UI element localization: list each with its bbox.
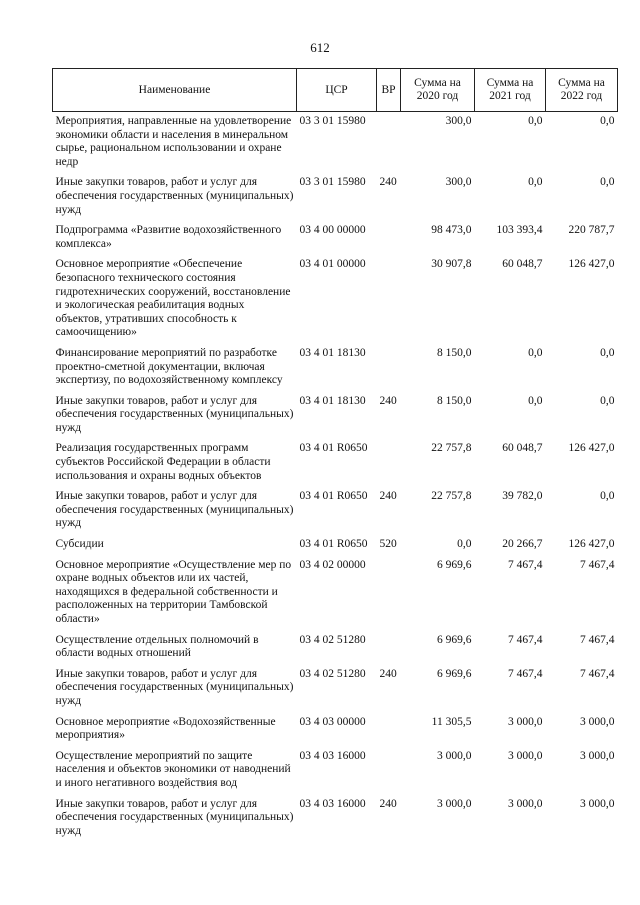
row-name: Иные закупки товаров, работ и услуг для обеспечения государственных (муниципальных) нужд: [55, 394, 294, 434]
row-vr: [377, 634, 401, 668]
row-sum-2021: 20 266,7: [502, 538, 543, 551]
table-row: [53, 798, 618, 846]
row-sum-2022: 0,0: [600, 176, 615, 189]
row-sum-2022: 0,0: [600, 490, 615, 503]
header-sum-2021: Сумма на 2021 год: [475, 69, 546, 112]
header-vr: ВР: [377, 69, 401, 112]
row-name: Мероприятия, направленные на удовлетворение экономики области и населения в минеральном сырье, рациональном использовании и охране недр: [55, 115, 292, 168]
row-sum-2021: 3 000,0: [508, 715, 543, 728]
row-name: Основное мероприятие «Обеспечение безопасного технического состояния гидротехнических сооружений, восстановление и экологическая реабилитация водных объектов, утративших способность к самоочищению»: [55, 258, 291, 339]
table-row: [53, 668, 618, 716]
row-csr: 03 3 01 15980: [299, 115, 366, 127]
row-csr: 03 4 02 51280: [299, 667, 366, 680]
table-row: [53, 258, 618, 347]
row-vr: [377, 442, 401, 490]
header-csr: ЦСР: [297, 69, 377, 112]
header-sum-2020: Сумма на 2020 год: [401, 69, 475, 112]
row-csr: 03 4 01 18130: [299, 394, 366, 407]
table-row: [53, 224, 618, 258]
row-csr: 03 4 01 18130: [299, 346, 366, 359]
row-sum-2022: 7 467,4: [580, 633, 615, 646]
row-sum-2021: 60 048,7: [502, 258, 543, 271]
row-name: Осуществление мероприятий по защите населения и объектов экономики от наводнений и иного негативного воздействия вод: [55, 749, 291, 789]
row-sum-2022: 3 000,0: [580, 797, 615, 810]
table-row: [53, 716, 618, 750]
row-sum-2021: 7 467,4: [508, 667, 543, 680]
row-name: Осуществление отдельных полномочий в области водных отношений: [55, 633, 259, 660]
row-vr: 240: [379, 394, 397, 407]
row-sum-2022: 126 427,0: [568, 258, 615, 271]
row-sum-2021: 0,0: [528, 394, 543, 407]
row-vr: [377, 224, 401, 258]
table-row: [53, 750, 618, 798]
row-sum-2021: 3 000,0: [508, 749, 543, 762]
table-row: [53, 442, 618, 490]
row-sum-2020: 0,0: [457, 538, 472, 551]
row-name: Иные закупки товаров, работ и услуг для обеспечения государственных (муниципальных) нужд: [55, 667, 294, 707]
row-sum-2020: 3 000,0: [437, 797, 472, 810]
row-vr: [377, 258, 401, 347]
row-sum-2021: 60 048,7: [502, 442, 543, 455]
row-name: Иные закупки товаров, работ и услуг для обеспечения государственных (муниципальных) нужд: [55, 490, 294, 530]
row-vr: [377, 347, 401, 395]
table-row: [53, 634, 618, 668]
row-csr: 03 4 01 R0650: [299, 490, 368, 503]
row-csr: 03 4 02 51280: [299, 633, 366, 646]
row-name: Основное мероприятие «Осуществление мер по охране водных объектов или их частей, находящихся в федеральной собственности и расположенных на территории Тамбовской области»: [55, 558, 292, 625]
row-sum-2022: 126 427,0: [568, 442, 615, 455]
row-sum-2020: 8 150,0: [437, 346, 472, 359]
row-sum-2022: 220 787,7: [568, 224, 615, 237]
row-sum-2021: 0,0: [528, 115, 543, 127]
row-sum-2020: 3 000,0: [437, 749, 472, 762]
table-row: [53, 490, 618, 538]
row-sum-2020: 30 907,8: [431, 258, 472, 271]
row-sum-2021: 7 467,4: [508, 558, 543, 571]
row-csr: 03 4 03 16000: [299, 749, 366, 762]
row-csr: 03 4 03 16000: [299, 797, 366, 810]
row-name: Подпрограмма «Развитие водохозяйственного комплекса»: [55, 224, 282, 250]
row-sum-2020: 6 969,6: [437, 667, 472, 680]
row-csr: 03 4 00 00000: [299, 224, 366, 237]
row-sum-2021: 7 467,4: [508, 633, 543, 646]
budget-table: [52, 68, 618, 845]
row-sum-2020: 11 305,5: [431, 715, 472, 728]
row-name: Субсидии: [55, 538, 104, 551]
row-csr: 03 4 02 00000: [299, 558, 366, 571]
row-name: Иные закупки товаров, работ и услуг для обеспечения государственных (муниципальных) нужд: [55, 797, 294, 837]
row-sum-2020: 8 150,0: [437, 394, 472, 407]
row-sum-2020: 300,0: [445, 176, 472, 189]
row-name: Реализация государственных программ субъектов Российской Федерации в области использования и охраны водных объектов: [55, 442, 271, 482]
row-sum-2022: 0,0: [600, 346, 615, 359]
header-sum-2022: Сумма на 2022 год: [546, 69, 618, 112]
row-vr: [377, 716, 401, 750]
row-sum-2022: 126 427,0: [568, 538, 615, 551]
row-sum-2020: 22 757,8: [431, 490, 472, 503]
row-name: Основное мероприятие «Водохозяйственные мероприятия»: [55, 715, 276, 742]
row-sum-2020: 98 473,0: [431, 224, 472, 237]
row-sum-2021: 0,0: [528, 346, 543, 359]
row-name: Финансирование мероприятий по разработке проектно-сметной документации, включая экспертизу, по водохозяйственному комплексу: [55, 346, 283, 387]
row-sum-2020: 22 757,8: [431, 442, 472, 455]
table-row: [53, 112, 618, 177]
table-row: [53, 176, 618, 224]
row-sum-2022: 3 000,0: [580, 715, 615, 728]
row-vr: 240: [379, 667, 397, 680]
row-vr: [377, 112, 401, 177]
table-header-row: [53, 69, 618, 112]
row-name: Иные закупки товаров, работ и услуг для обеспечения государственных (муниципальных) нужд: [55, 176, 294, 216]
row-csr: 03 4 01 R0650: [299, 442, 368, 455]
row-sum-2022: 3 000,0: [580, 749, 615, 762]
row-csr: 03 4 03 00000: [299, 715, 366, 728]
row-sum-2020: 300,0: [445, 115, 472, 127]
row-sum-2020: 6 969,6: [437, 633, 472, 646]
row-vr: 240: [379, 797, 397, 810]
table-row: [53, 559, 618, 634]
row-vr: [377, 559, 401, 634]
table-row: [53, 347, 618, 395]
row-vr: 240: [379, 490, 397, 503]
row-sum-2022: 0,0: [600, 394, 615, 407]
page-number: 612: [310, 40, 330, 55]
table-row: [53, 538, 618, 559]
row-sum-2021: 103 393,4: [496, 224, 543, 237]
row-sum-2021: 3 000,0: [508, 797, 543, 810]
row-vr: 240: [379, 176, 397, 189]
row-csr: 03 4 01 00000: [299, 258, 366, 271]
row-csr: 03 4 01 R0650: [299, 538, 368, 551]
table-row: [53, 395, 618, 443]
row-sum-2022: 7 467,4: [580, 558, 615, 571]
row-sum-2022: 7 467,4: [580, 667, 615, 680]
row-csr: 03 3 01 15980: [299, 176, 366, 189]
row-sum-2020: 6 969,6: [437, 558, 472, 571]
row-vr: [377, 750, 401, 798]
row-sum-2021: 39 782,0: [502, 490, 543, 503]
header-name: Наименование: [53, 69, 297, 112]
row-vr: 520: [379, 538, 397, 551]
row-sum-2022: 0,0: [600, 115, 615, 127]
row-sum-2021: 0,0: [528, 176, 543, 189]
